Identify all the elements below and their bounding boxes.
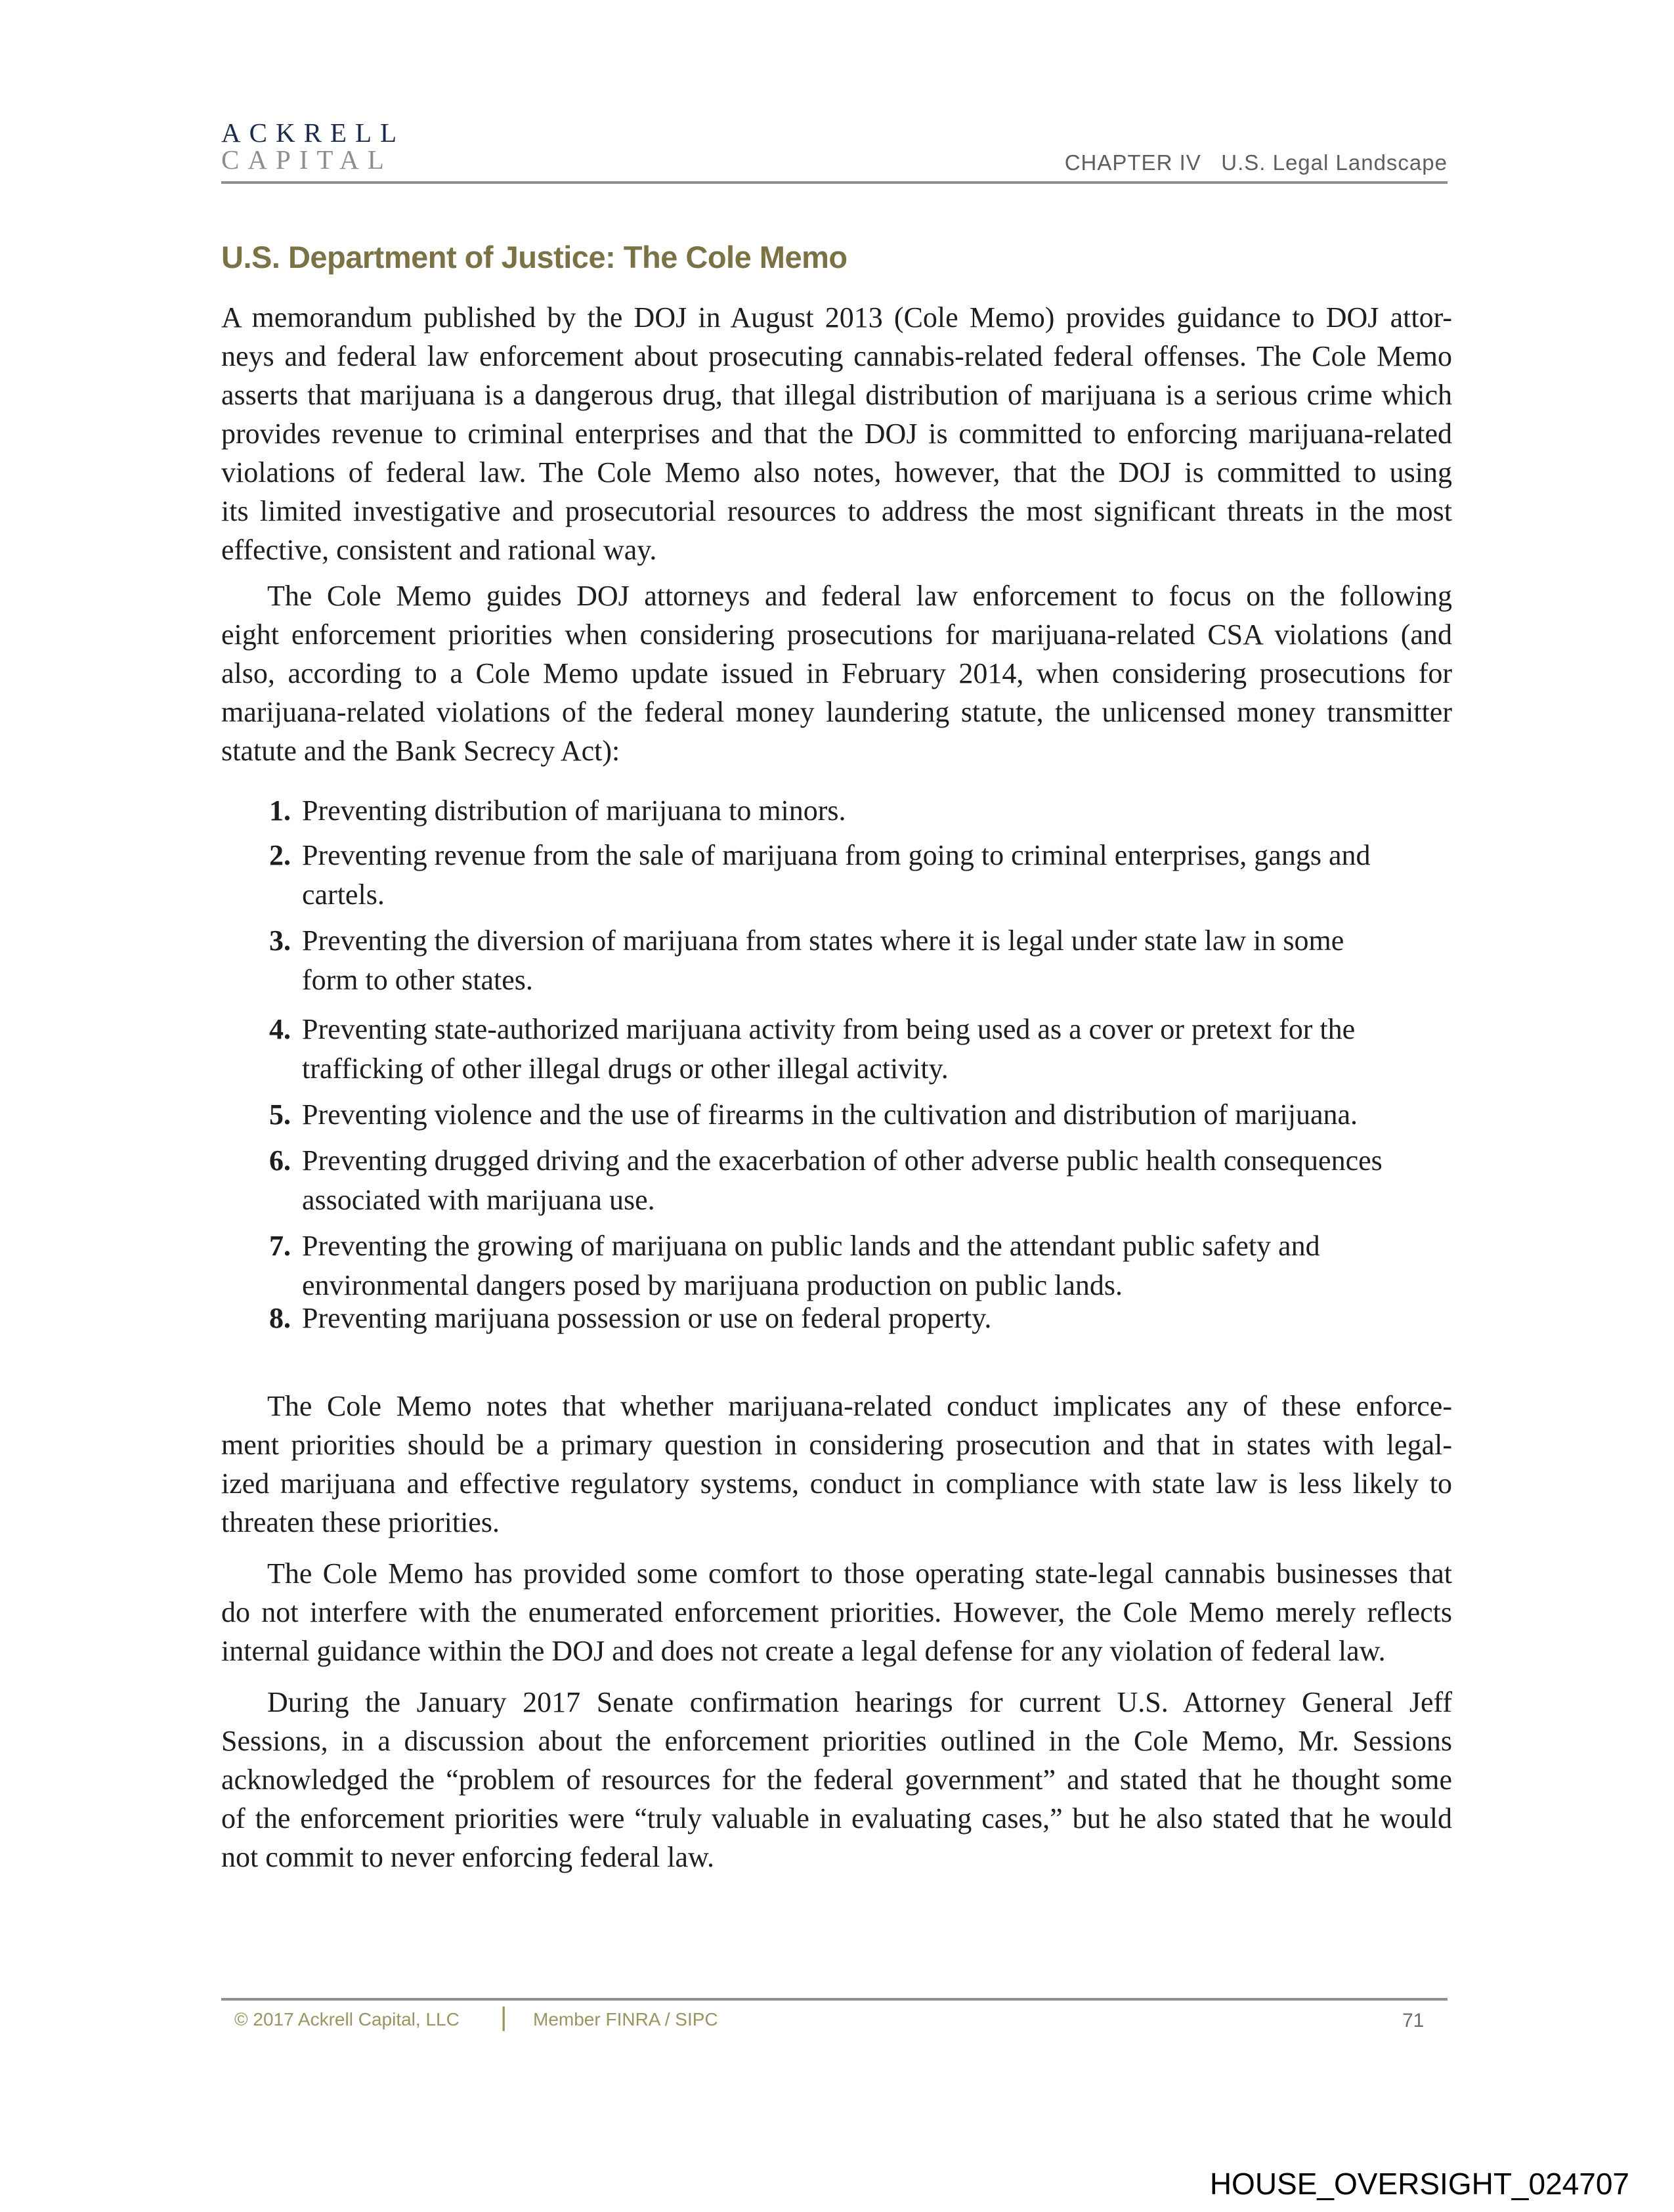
- list-item-number: 2.: [269, 839, 291, 871]
- list-item-text: Preventing marijuana possession or use on federal property.: [302, 1302, 992, 1334]
- text-line: The Cole Memo notes that whether marijuana-related conduct implicates any of these enforce-: [267, 1390, 1452, 1422]
- list-item-number: 7.: [269, 1230, 291, 1262]
- list-item-text: Preventing the diversion of marijuana from states where it is legal under state law in some: [302, 924, 1344, 957]
- text-line: its limited investigative and prosecutorial resources to address the most significant threats in the most: [221, 495, 1452, 527]
- text-line: statute and the Bank Secrecy Act):: [221, 735, 620, 767]
- text-line: The Cole Memo guides DOJ attorneys and federal law enforcement to focus on the following: [267, 580, 1452, 612]
- text-line: During the January 2017 Senate confirmation hearings for current U.S. Attorney General Jeff: [267, 1686, 1452, 1718]
- list-item-number: 5.: [269, 1098, 291, 1131]
- chapter-title: CHAPTER IV U.S. Legal Landscape: [1064, 150, 1448, 175]
- section-heading: U.S. Department of Justice: The Cole Memo: [221, 240, 848, 274]
- text-line: ment priorities should be a primary question in considering prosecution and that in states with legal-: [221, 1429, 1452, 1461]
- footer-member: Member FINRA / SIPC: [533, 2009, 718, 2029]
- list-item-text: cartels.: [302, 878, 385, 911]
- text-line: A memorandum published by the DOJ in August 2013 (Cole Memo) provides guidance to DOJ attor-: [221, 301, 1452, 334]
- list-item-text: Preventing distribution of marijuana to minors.: [302, 794, 846, 827]
- text-line: eight enforcement priorities when considering prosecutions for marijuana-related CSA violations (and: [221, 618, 1452, 651]
- text-line: Sessions, in a discussion about the enforcement priorities outlined in the Cole Memo, Mr. Sessions: [221, 1725, 1452, 1757]
- text-line: acknowledged the “problem of resources for the federal government” and stated that he thought some: [221, 1764, 1452, 1796]
- text-line: ized marijuana and effective regulatory systems, conduct in compliance with state law is less likely to: [221, 1467, 1452, 1500]
- list-item-number: 4.: [269, 1013, 291, 1045]
- text-line: asserts that marijuana is a dangerous drug, that illegal distribution of marijuana is a serious crime which: [221, 379, 1452, 411]
- list-item-text: Preventing state-authorized marijuana activity from being used as a cover or pretext for the: [302, 1013, 1356, 1045]
- text-line: do not interfere with the enumerated enforcement priorities. However, the Cole Memo merely reflects: [221, 1596, 1452, 1628]
- text-line: effective, consistent and rational way.: [221, 534, 657, 566]
- list-item-text: Preventing revenue from the sale of marijuana from going to criminal enterprises, gangs and: [302, 839, 1371, 871]
- header-divider: [221, 181, 1448, 184]
- list-item-number: 6.: [269, 1144, 291, 1177]
- text-line: also, according to a Cole Memo update issued in February 2014, when considering prosecutions for: [221, 657, 1452, 689]
- text-line: marijuana-related violations of the federal money laundering statute, the unlicensed money transmitter: [221, 696, 1452, 728]
- logo-wordmark-ackrell: ACKRELL: [221, 118, 406, 148]
- list-item-number: 8.: [269, 1302, 291, 1334]
- list-item-number: 3.: [269, 924, 291, 957]
- footer-copyright: © 2017 Ackrell Capital, LLC: [234, 2009, 460, 2029]
- footer-divider: [221, 1998, 1448, 2001]
- text-line: not commit to never enforcing federal law.: [221, 1841, 714, 1873]
- text-line: of the enforcement priorities were “truly valuable in evaluating cases,” but he also stated that he would: [221, 1802, 1452, 1834]
- list-item-text: form to other states.: [302, 964, 533, 996]
- list-item-text: Preventing the growing of marijuana on public lands and the attendant public safety and: [302, 1230, 1320, 1262]
- page-number: 71: [1402, 2010, 1425, 2031]
- list-item-number: 1.: [269, 794, 291, 827]
- text-line: neys and federal law enforcement about prosecuting cannabis-related federal offenses. The Cole Memo: [221, 340, 1452, 372]
- list-item-text: associated with marijuana use.: [302, 1184, 655, 1216]
- text-line: threaten these priorities.: [221, 1506, 500, 1538]
- text-line: internal guidance within the DOJ and does not create a legal defense for any violation of federal law.: [221, 1635, 1386, 1667]
- text-line: violations of federal law. The Cole Memo also notes, however, that the DOJ is committed to using: [221, 456, 1452, 488]
- text-line: provides revenue to criminal enterprises and that the DOJ is committed to enforcing marijuana-related: [221, 418, 1452, 450]
- footer-separator: |: [500, 2003, 507, 2031]
- list-item-text: Preventing violence and the use of firearms in the cultivation and distribution of marijuana.: [302, 1098, 1358, 1131]
- list-item-text: trafficking of other illegal drugs or other illegal activity.: [302, 1052, 949, 1085]
- bates-stamp: HOUSE_OVERSIGHT_024707: [1209, 2167, 1629, 2201]
- list-item-text: environmental dangers posed by marijuana production on public lands.: [302, 1269, 1123, 1301]
- list-item-text: Preventing drugged driving and the exacerbation of other adverse public health consequences: [302, 1144, 1383, 1177]
- logo-wordmark-capital: CAPITAL: [221, 144, 393, 175]
- text-line: The Cole Memo has provided some comfort to those operating state-legal cannabis businesses that: [267, 1557, 1452, 1590]
